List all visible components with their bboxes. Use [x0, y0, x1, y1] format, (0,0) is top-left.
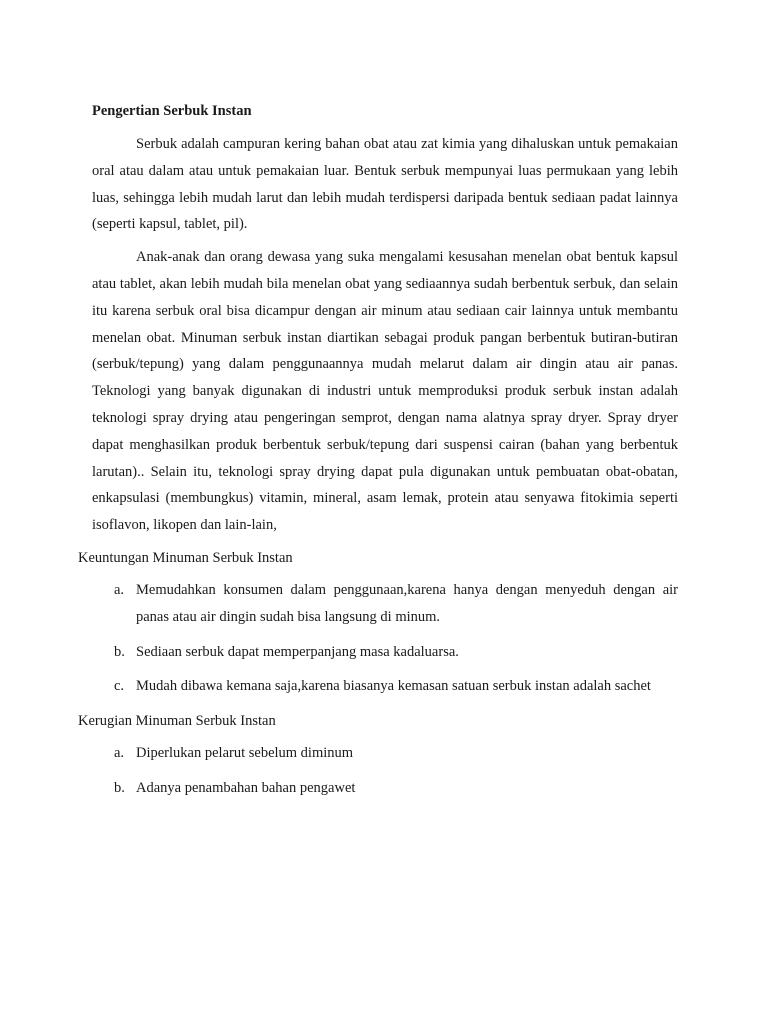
benefits-heading: Keuntungan Minuman Serbuk Instan — [78, 549, 293, 566]
list-marker: a. — [114, 581, 125, 598]
list-marker: a. — [114, 745, 125, 762]
drawbacks-heading: Kerugian Minuman Serbuk Instan — [78, 713, 276, 730]
list-marker: c. — [114, 678, 125, 695]
list-item-text: Sediaan serbuk dapat memperpanjang masa kadaluarsa. — [136, 643, 459, 660]
list-marker: b. — [114, 779, 125, 796]
list-item-text: Mudah dibawa kemana saja,karena biasanya kemasan satuan serbuk instan adalah sachet — [136, 678, 651, 695]
list-item — [92, 673, 678, 700]
benefits-list — [92, 577, 678, 700]
list-item — [92, 639, 678, 666]
list-item-text: Diperlukan pelarut sebelum diminum — [136, 745, 354, 762]
document-title: Pengertian Serbuk Instan — [92, 103, 252, 119]
list-marker: b. — [114, 643, 125, 660]
paragraph-explanation: Anak-anak dan orang dewasa yang suka mengalami kesusahan menelan obat bentuk kapsul atau tablet, akan lebih mudah bila menelan obat yang sediaannya sudah berbentuk serbuk, dan selain itu karena serbuk oral bisa dicampur dengan air minum atau sediaan cair lainnya untuk membantu menelan obat. Minuman serbuk instan diartikan sebagai produk pangan berbentuk butiran-butiran (serbuk/tepung) yang dalam penggunaannya mudah melarut dalam air dingin atau air panas. Teknologi yang banyak digunakan di industri untuk memproduksi produk serbuk instan adalah teknologi spray drying atau pengeringan semprot, dengan nama alatnya spray dryer. Spray dryer dapat menghasilkan produk berbentuk serbuk/tepung dari suspensi cairan (bahan yang berbentuk larutan).. Selain itu, teknologi spray drying dapat pula digunakan untuk pembuatan obat-obatan, enkapsulasi (membungkus) vitamin, mineral, asam lemak, protein atau senyawa fitokimia seperti isoflavon, likopen dan lain-lain, — [92, 249, 678, 534]
drawbacks-list — [92, 740, 678, 802]
list-item — [92, 775, 678, 802]
list-item-text: Memudahkan konsumen dalam penggunaan,karena hanya dengan menyeduh dengan air panas atau air dingin sudah bisa langsung di minum. — [136, 581, 678, 625]
list-item — [92, 740, 678, 767]
document-page — [78, 98, 678, 810]
list-item-text: Adanya penambahan bahan pengawet — [136, 779, 356, 796]
list-item — [92, 577, 678, 631]
paragraph-definition: Serbuk adalah campuran kering bahan obat atau zat kimia yang dihaluskan untuk pemakaian oral atau dalam atau untuk pemakaian luar. Bentuk serbuk mempunyai luas permukaan yang lebih luas, sehingga lebih mudah larut dan lebih mudah terdispersi daripada bentuk sediaan padat lainnya (seperti kapsul, tablet, pil). — [92, 136, 678, 233]
